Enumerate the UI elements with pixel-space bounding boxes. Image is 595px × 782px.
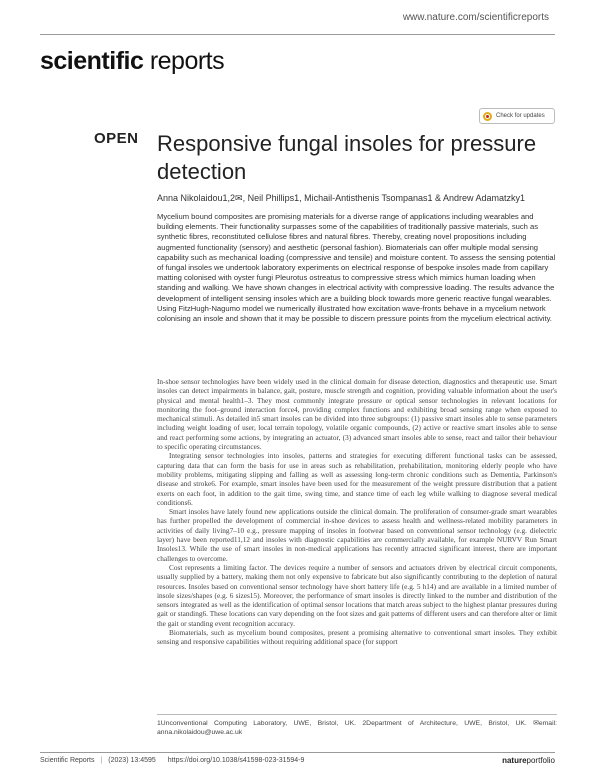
journal-logo-light: reports (143, 47, 225, 75)
author-list: Anna Nikolaidou1,2✉, Neil Phillips1, Michail‑Antisthenis Tsompanas1 & Andrew Adamatzky1 (157, 193, 526, 203)
body-paragraph: Integrating sensor technologies into insoles, patterns and strategies for executing different functional tasks can be assessed, capturing data that can form the basis for use in areas such as rehabilitation, prehabilitation, monitoring elderly people who have mobility problems, mitigating slipping and falling as well as assessing long-term chronic conditions such as Dementia, Parkinson's disease and stroke6. For example, smart insoles have been used for the measurement of the weight pressure distribution that a patient exerts on each foot, in addition to the gait time, swing time, and stance time of each leg while walking to diagnose several medical conditions6. (157, 451, 557, 507)
abstract: Mycelium bound composites are promising materials for a diverse range of applications including wearables and building elements. Their functionality surpasses some of the capabilities of traditionally passive materials, such as synthetic fibres, reconstituted cellulose fibres and natural fibres. Thereby, creating novel propositions including augmented functionality (sensory) and aesthetic (personal fashion). Biomaterials can offer multiple modal sensing capability such as mechanical loading (compressive and tensile) and moisture content. To assess the sensing potential of fungal insoles we undertook laboratory experiments on electrical response of bespoke insoles made from capillary matting colonised with oyster fungi Pleurotus ostreatus to compressive stress which mimics human loading when standing and walking. We have shown changes in electrical activity with compressive loading. The results advance the development of intelligent sensing insoles which are a building block towards more generic reactive fungal wearables. Using FitzHugh-Nagumo model we numerically illustrated how excitation wave-fronts behave in a mycelium network colonising an insole and shown that it may be possible to discern pressure points from the mycelium electrical activity. (157, 212, 556, 324)
page-footer (40, 756, 555, 765)
footer-journal: Scientific Reports (40, 757, 95, 764)
body-paragraph: Biomaterials, such as mycelium bound composites, present a promising alternative to conventional smart insoles. They exhibit sensing and responsive capabilities without requiring additional space (for support (157, 628, 557, 647)
publisher-logo-light: portfolio (526, 756, 555, 765)
journal-url[interactable]: www.nature.com/scientificreports (402, 12, 549, 23)
journal-logo (40, 47, 224, 76)
footnote-divider (157, 714, 557, 715)
check-for-updates-button[interactable] (479, 108, 555, 124)
publisher-logo-bold: nature (502, 756, 527, 765)
affiliation-footnote: 1Unconventional Computing Laboratory, UWE, Bristol, UK. 2Department of Architecture, UWE, Bristol, UK. ✉email: anna.nikolaidou@uwe.ac.uk (157, 720, 557, 736)
article-title: Responsive fungal insoles for pressure detection (157, 131, 537, 184)
footer-divider (40, 752, 555, 753)
body-paragraph: Smart insoles have lately found new applications outside the clinical domain. The proliferation of consumer-grade smart wearables has further propelled the development of commercial in-shoe devices to assess health and wellness-related mobility parameters in activities of daily living7–10 e.g., pressure mapping of insoles in footwear based on conventional sensor technology (e.g. dielectric layer) have been reported11,12 and insoles with diagnostic capabilities are commercially available, for example NURVV Run Smart Insoles13. While the use of smart insoles in non-medical applications has recently attracted significant interest, there are important challenges to overcome. (157, 507, 557, 563)
footer-separator: | (100, 757, 103, 764)
publisher-logo (502, 756, 555, 765)
footer-doi-link[interactable]: https://doi.org/10.1038/s41598-023-31594-9 (167, 757, 305, 764)
check-updates-label: Check for updates (496, 113, 545, 119)
open-access-label: OPEN (94, 130, 139, 147)
article-body (157, 377, 557, 647)
body-paragraph: Cost represents a limiting factor. The devices require a number of sensors and actuators driven by electrical circuit components, usually supplied by a battery, making them not only expensive to fabricate but also significantly contributing to the depletion of natural resources. Insoles based on conventional sensor technology have short battery life (e.g. 5 h14) and are available in a limited number of insole sizes/shapes (e.g. 6 sizes15). Moreover, the performance of smart insoles is directly linked to the number and distribution of the sensors integrated as well as the identification of optimal sensor locations that match areas subject to the highest plantar pressures during gait or standing6. These locations can vary depending on the foot sizes and gait patterns of different users and can therefore alter or limit the gait or standing event recognition accuracy. (157, 562, 557, 628)
journal-logo-bold: scientific (40, 47, 144, 75)
check-updates-icon (483, 112, 492, 121)
footer-citation: (2023) 13:4595 (108, 757, 156, 764)
body-paragraph: In-shoe sensor technologies have been widely used in the clinical domain for disease detection, diagnostics and therapeutic use. Smart insoles can detect impairments in balance, gait, posture, muscle strength and cognition, providing valuable information about the user's physical and mental health1–3. They most commonly integrate pressure or optical sensor technologies in relevant locations for monitoring the foot–ground interaction force4, providing complex functions and exhibiting broad sensing range when exposed to mechanical stimuli. As detailed in5 smart insoles can be divided into three subgroups: (1) passive smart insoles able to sense parameters including weight loading of user, local terrain topology, volatile organic compounds, (2) active or reactive smart insoles able to sense and react performing some actions, by integrating an actuator, (3) advanced smart insoles able to sense, react and tailor their behaviour to specific operating circumstances. (157, 377, 557, 452)
header-divider (40, 34, 555, 35)
